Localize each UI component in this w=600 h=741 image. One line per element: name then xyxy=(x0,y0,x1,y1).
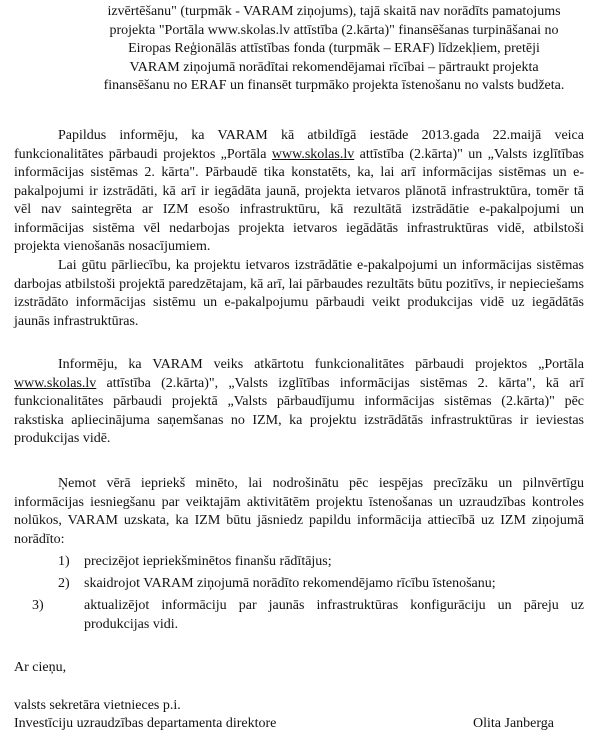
list-item-number: 2) xyxy=(58,576,70,591)
paragraph-additional-info-text: Ņemot vērā iepriekš minēto, lai nodrošinātu pēc iespējas precīzāku un pilnvērtīgu informācijas iesniegšanu par veiktajām aktivitātēm projektu īstenošanas un uzraudzības kontroles nolūkos, VARAM uzskata, ka IZM būtu jāsniedz papildu informācija attiecībā uz IZM ziņojumā norādīto: xyxy=(14,476,584,547)
paragraph-inspection xyxy=(14,127,584,257)
paragraph-top xyxy=(84,3,584,96)
list-item-text: aktualizējot informāciju par jaunās infrastruktūras konfigurāciju un pāreju uz produkcijas vidi. xyxy=(84,598,584,632)
list-item xyxy=(32,597,584,634)
skolas-link: www.skolas.lv xyxy=(271,146,355,162)
signatory-name: Olita Janberga xyxy=(473,716,554,731)
paragraph-additional-info xyxy=(14,475,584,549)
paragraph-inspection-text-b: attīstība (2.kārta)" un „Valsts izglītības informācijas sistēmas 2. kārta". Pārbaudē tika konstatēts, ka, lai arī informācijas sistēmas un e-pakalpojumi ir izstrādāti, kā arī ir iegādāta jaunā, projekta ietvaros plānotā infrastruktūra, tomēr tā vēl nav saintegrēta ar IZM esošo infrastruktūru, kā rezultātā izstrādātie e-pakalpojumi un informācijas sistēma vēl nedarbojas projekta ietvaros iegādātās infrastruktūras vidē, atbilstoši projekta vienošanās nosacījumiem. xyxy=(14,146,584,254)
list-item-text: precizējot iepriekšminētos finanšu rādītājus; xyxy=(84,554,332,569)
signatory-position-block xyxy=(14,715,584,734)
paragraph-repeat-check xyxy=(14,356,584,449)
paragraph-top-line-1: izvērtēšanu" (turpmāk - VARAM ziņojums), tajā skaitā nav norādīts pamatojums xyxy=(107,4,561,19)
list-item-number: 1) xyxy=(58,554,70,569)
list-item xyxy=(58,553,584,572)
list-item-text: skaidrojot VARAM ziņojumā norādīto rekomendējamo rīcību īstenošanu; xyxy=(84,576,496,591)
closing-greeting: Ar cieņu, xyxy=(14,660,67,675)
paragraph-top-line-2: projekta "Portāla www.skolas.lv attīstība (2.kārta)" finansēšanas turpināšanai no xyxy=(109,22,559,38)
skolas-link: www.skolas.lv xyxy=(14,375,97,391)
list-item-number: 3) xyxy=(32,598,44,613)
paragraph-top-line-5: finansēšanu no ERAF un finansēt turpmāko projekta īstenošanu no valsts budžeta. xyxy=(103,78,565,93)
list-item xyxy=(58,575,584,594)
paragraph-inspection-text-a: Papildus informēju, ka VARAM kā atbildīgā iestāde 2013.gada 22.maijā veica funkcionalitātes pārbaudi projektos „Portāla xyxy=(14,128,584,162)
paragraph-repeat-check-text-b: attīstība (2.kārta)", „Valsts izglītības informācijas sistēmas 2. kārta", kā arī funkcionalitātes pārbaudi projektā „Valsts pārbaudījumu informācijas sistēmas (2.kārta)" pēc rakstiska apliecinājuma saņemšanas no IZM, ka projektu izstrādātās infrastruktūras ir ieviestas produkcijas vidē. xyxy=(14,375,584,446)
paragraph-assurance-text: Lai gūtu pārliecību, ka projektu ietvaros izstrādātie e-pakalpojumi un informācijas sistēmas darbojas atbilstoši projektā paredzētajam, kā arī, lai pārbaudes rezultāts būtu pozitīvs, ir nepieciešams izstrādāto informācijas sistēmu un e-pakalpojumu pārbaudi veikt produkcijas vidē uz iegādātās jaunās infrastruktūras. xyxy=(14,258,584,329)
paragraph-top-line-4: VARAM ziņojumā norādītai rekomendējamai rīcībai – pārtraukt projekta xyxy=(129,59,539,75)
paragraph-top-line-3: Eiropas Reģionālās attīstības fonda (turpmāk – ERAF) līdzekļiem, pretēji xyxy=(128,41,540,56)
paragraph-assurance xyxy=(14,257,584,331)
signatory-position-line-1: valsts sekretāra vietnieces p.i. xyxy=(14,698,181,713)
signatory-position-line-2: Investīciju uzraudzības departamenta direktore xyxy=(14,716,277,731)
paragraph-repeat-check-text-a: Informēju, ka VARAM veiks atkārtotu funkcionalitātes pārbaudi projektos „Portāla xyxy=(58,357,584,372)
